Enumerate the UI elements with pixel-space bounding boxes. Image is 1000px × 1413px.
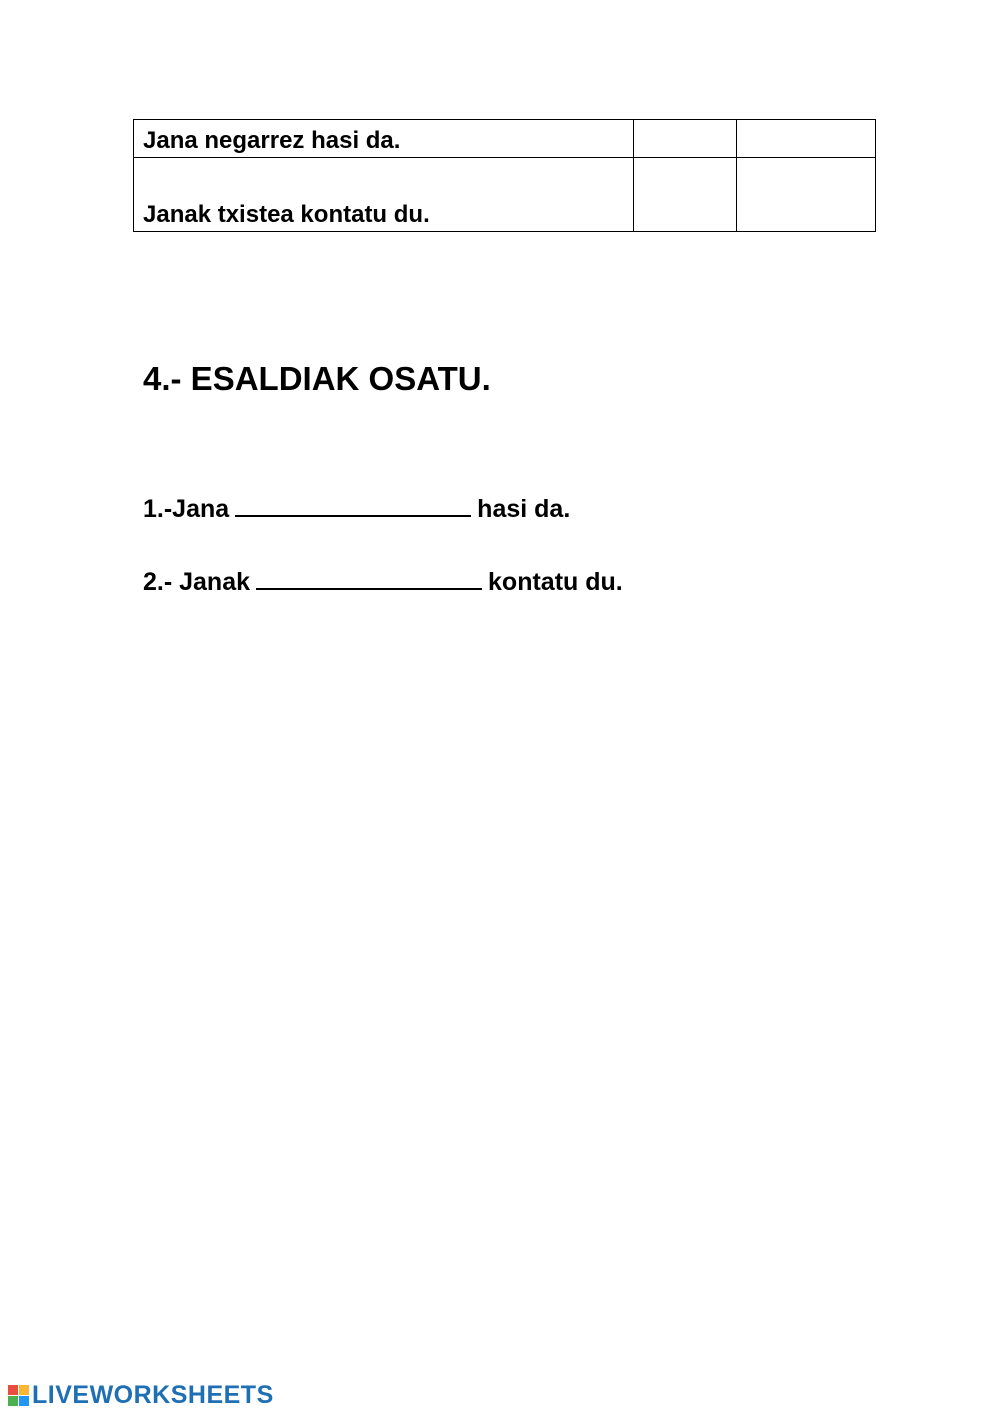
true-false-table: [133, 119, 876, 232]
fill-in-sentence: [143, 493, 570, 524]
blank-input[interactable]: [235, 493, 471, 517]
logo-tile: [8, 1385, 18, 1395]
liveworksheets-logo: [8, 1381, 274, 1410]
table-row: [134, 120, 876, 158]
logo-tile: [8, 1396, 18, 1406]
answer-box[interactable]: [737, 120, 876, 158]
statement-cell: Janak txistea kontatu du.: [134, 158, 634, 232]
blank-input[interactable]: [256, 566, 482, 590]
answer-box[interactable]: [634, 158, 737, 232]
sentence-suffix: hasi da.: [477, 495, 571, 523]
table-row: [134, 158, 876, 232]
sentence-prefix: 2.- Janak: [143, 568, 251, 596]
logo-tiles-icon: [8, 1385, 29, 1406]
logo-tile: [19, 1385, 29, 1395]
sentence-prefix: 1.-Jana: [143, 495, 230, 523]
logo-text: LIVEWORKSHEETS: [32, 1381, 274, 1409]
answer-box[interactable]: [737, 158, 876, 232]
statement-cell: Jana negarrez hasi da.: [134, 120, 634, 158]
section-title: 4.- ESALDIAK OSATU.: [143, 360, 491, 397]
answer-box[interactable]: [634, 120, 737, 158]
sentence-suffix: kontatu du.: [488, 568, 623, 596]
logo-tile: [19, 1396, 29, 1406]
fill-in-sentence: [143, 566, 623, 597]
